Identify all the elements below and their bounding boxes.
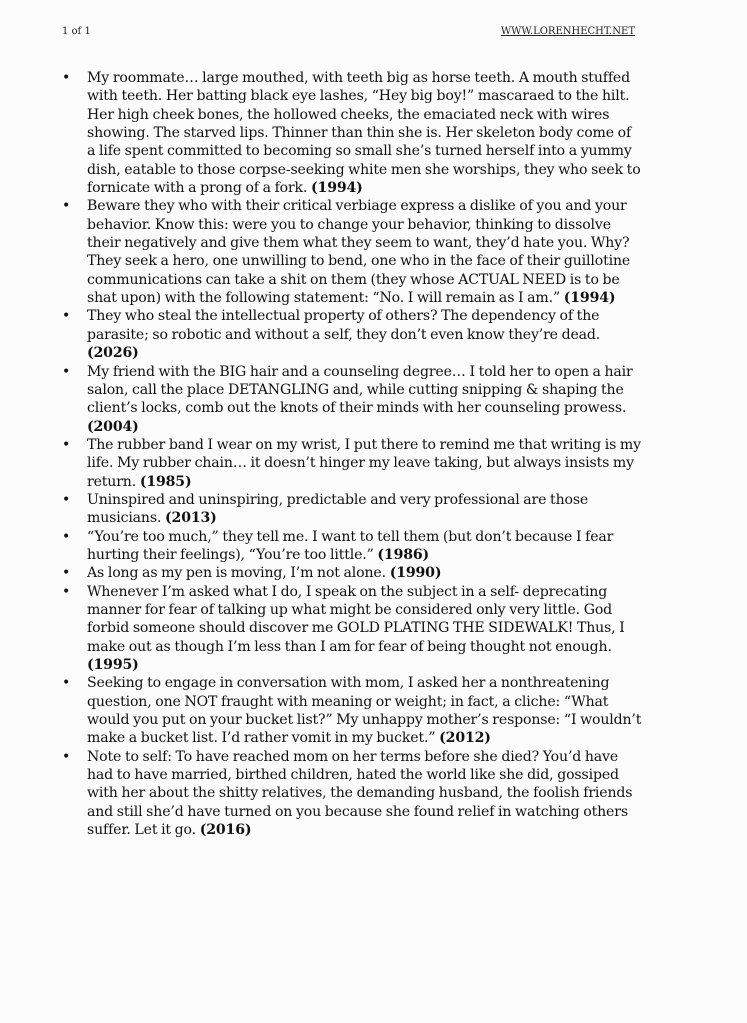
entry-text: As long as my pen is moving, I’m not alone. — [87, 565, 386, 582]
bullet-icon: • — [62, 436, 71, 453]
entry-year: (2016) — [199, 822, 252, 839]
entry-year: (1990) — [389, 565, 442, 582]
entry-text: Seeking to engage in conversation with mom, I asked her a nonthreatening question, one NOT fraught with meaning or weight; in fact, a cliche: “What would you put on your bucket list?” My unhappy mother’s response: “I wouldn’t make a bucket list. I’d rather vomit in my bucket.” — [87, 675, 642, 747]
bullet-icon: • — [62, 491, 71, 508]
list-item — [62, 307, 642, 362]
entry-text: Uninspired and uninspiring, predictable and very professional are those musicians. — [87, 491, 589, 527]
list-item — [62, 69, 642, 197]
list-item — [62, 197, 642, 307]
entry-year: (1994) — [311, 180, 363, 197]
entry-year: (2013) — [165, 510, 217, 527]
list-item — [62, 583, 642, 675]
entry-year: (2026) — [87, 345, 139, 362]
entry-year: (2004) — [87, 418, 139, 435]
entry-year: (2012) — [439, 730, 491, 747]
bullet-icon: • — [62, 565, 71, 582]
entry-text: They who steal the intellectual property of others? The dependency of the parasite; so robotic and without a self, they don’t even know they’re dead. — [87, 308, 601, 343]
list-item — [62, 748, 642, 840]
list-item — [62, 528, 642, 565]
entry-list — [62, 69, 642, 839]
list-item — [62, 491, 642, 528]
entry-text: My roommate… large mouthed, with teeth big as horse teeth. A mouth stuffed with teeth. Her batting black eye lashes, “Hey big boy!” mascaraed to the hilt. Her high cheek bones, the hollowed cheeks, the emaciated neck with wires showing. The starved lips. Thinner than thin she is. Her skeleton body come of a life spent committed to becoming so small she’s turned herself into a yummy dish, eatable to those corpse-seeking white men she worships, they who seek to fornicate with a prong of a fork. — [87, 70, 641, 197]
bullet-icon: • — [62, 583, 71, 600]
entry-text: Note to self: To have reached mom on her terms before she died? You’d have had to have married, birthed children, hated the world like she did, gossiped with her about the shitty relatives, the demanding husband, the foolish friends and still she’d have turned on you because she found relief in watching others suffer. Let it go. — [87, 748, 633, 839]
bullet-icon: • — [62, 198, 71, 215]
entry-year: (1986) — [377, 546, 430, 563]
entry-text: Whenever I’m asked what I do, I speak on the subject in a self- deprecating manner for fear of talking up what might be considered only very little. God forbid someone should discover me GOLD PLATING THE SIDEWALK! Thus, I make out as though I’m less than I am for fear of being thought not enough. — [87, 583, 625, 655]
page-indicator: 1 of 1 — [62, 26, 91, 37]
bullet-icon: • — [62, 363, 71, 380]
entry-text: Beware they who with their critical verbiage express a dislike of you and your behavior. Know this: were you to change your behavior, thinking to dissolve their negatively and give them what they seem to want, they’d hate you. Why? They seek a hero, one unwilling to bend, one who in the face of their guillotine communications can take a shit on them (they whose ACTUAL NEED is to be shat upon) with the following statement: “No. I will remain as I am.” — [87, 198, 631, 307]
bullet-icon: • — [62, 308, 71, 325]
entry-year: (1995) — [87, 657, 139, 673]
entry-year: (1985) — [139, 473, 192, 490]
bullet-icon: • — [62, 748, 71, 765]
entry-text: My friend with the BIG hair and a counseling degree… I told her to open a hair salon, call the place DETANGLING and, while cutting snipping & shaping the client’s locks, comb out the knots of their minds with her counseling prowess. — [87, 363, 633, 417]
entry-text: “You’re too much,” they tell me. I want to tell them (but don’t because I fear hurting their feelings), “You’re too little.” — [87, 528, 614, 563]
entry-text: The rubber band I wear on my wrist, I put there to remind me that writing is my life. My rubber chain… it doesn’t hinger my leave taking, but always insists my return. — [87, 436, 641, 490]
bullet-icon: • — [62, 528, 71, 545]
list-item — [62, 564, 642, 582]
list-item — [62, 436, 642, 491]
list-item — [62, 674, 642, 747]
bullet-icon: • — [62, 70, 71, 86]
website-link[interactable]: WWW.LORENHECHT.NET — [500, 26, 635, 37]
bullet-icon: • — [62, 675, 71, 692]
list-item — [62, 363, 642, 436]
entry-year: (1994) — [563, 290, 616, 307]
